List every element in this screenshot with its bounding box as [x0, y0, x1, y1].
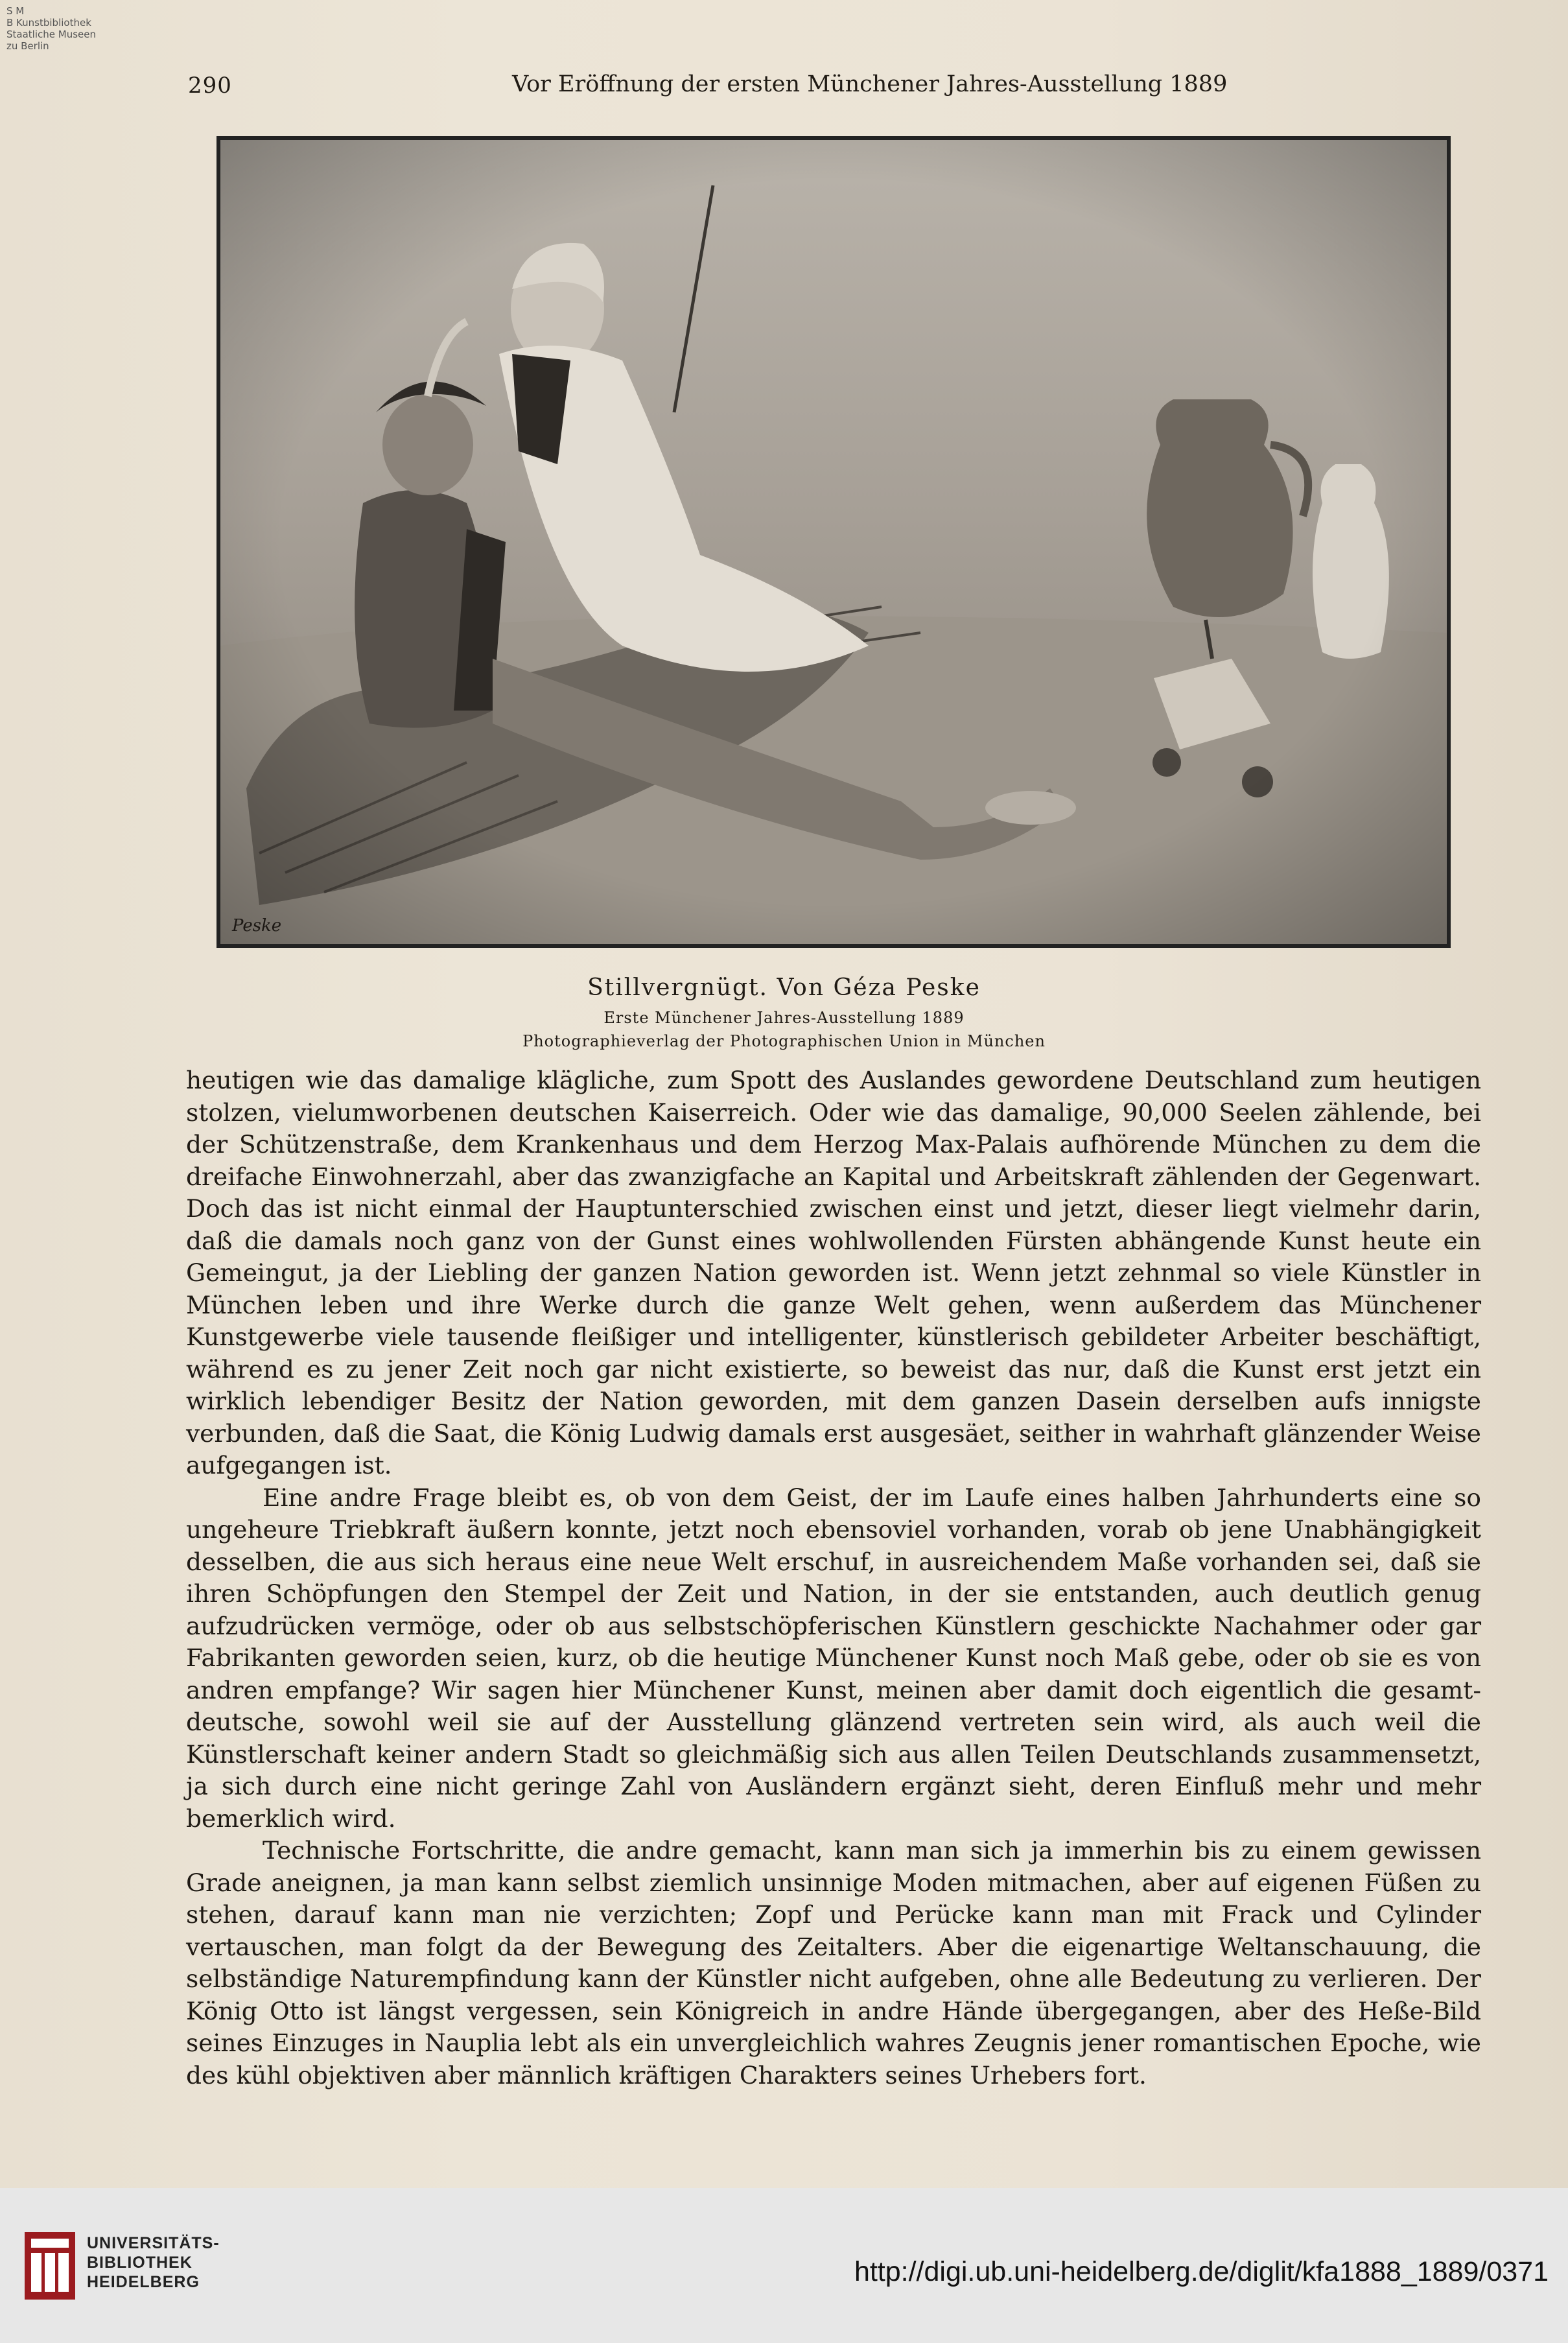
running-title: Vor Eröffnung der ersten Münchener Jahres-Ausstellung 1889: [512, 71, 1228, 97]
paragraph: Eine andre Frage bleibt es, ob von dem Geist, der im Laufe eines halben Jahrhunderts eine so ungeheure Triebkraft äußern konnte, jetzt noch ebensoviel vorhanden, vorab ob jene Unabhängigkeit desselben, die aus sich heraus eine neue Welt erschuf, in ausreichendem Maße vorhanden sei, daß sie ihren Schöpfungen den Stempel der Zeit und Nation, in der sie entstanden, auch deutlich genug aufzudrücken vermöge, oder ob aus selbstschöpferischen Künstlern geschickte Nachahmer oder gar Fabrikanten geworden seien, kurz, ob die heutige Münchener Kunst noch Maß gebe, oder ob sie es von andren empfange? Wir sagen hier Münchener Kunst, meinen aber damit doch eigentlich die gesamt-deutsche, sowohl weil sie auf der Ausstellung glänzend vertreten sein wird, als auch weil die Künstlerschaft keiner andern Stadt so gleichmäßig sich aus allen Teilen Deutschlands zusammensetzt, ja sich durch eine nicht geringe Zahl von Ausländern ergänzt sieht, deren Einfluß mehr und mehr bemerklich wird.: [186, 1483, 1481, 1833]
paragraph: Technische Fortschritte, die andre gemacht, kann man sich ja immerhin bis zu einem gewissen Grade aneignen, ja man kann selbst ziemlich unsinnige Moden mitmachen, aber auf eigenen Füßen zu stehen, darauf kann man nie verzichten; Zopf und Perücke kann man mit Frack und Cylinder vertauschen, man folgt da der Bewegung des Zeitalters. Aber die eigenartige Weltanschauung, die selbständige Naturempfindung kann der Künstler nicht aufgeben, ohne alle Bedeutung zu verlieren. Der König Otto ist längst vergessen, sein Königreich in andre Hände übergegangen, aber des Heße-Bild seines Einzuges in Nauplia lebt als ein unvergleichlich wahres Zeugnis jener romantischen Epoche, wie des kühl objektiven aber männlich kräftigen Charakters seines Urhebers fort.: [186, 1836, 1481, 2090]
page-number: 290: [188, 73, 232, 99]
plate-caption-publisher: Photographieverlag der Photographischen Union in München: [522, 1032, 1046, 1050]
painter-signature: Peske: [232, 916, 282, 936]
plate-caption-title: Stillvergnügt. Von Géza Peske: [587, 974, 981, 1001]
library-name-line: UNIVERSITÄTS-: [87, 2234, 220, 2252]
stamp-line: Staatliche Museen: [6, 29, 96, 40]
stamp-line: S M: [6, 5, 25, 17]
article-body: [186, 1065, 1481, 2091]
digitization-footer: [0, 2188, 1568, 2343]
library-name-line: HEIDELBERG: [87, 2273, 200, 2291]
library-name: [87, 2233, 220, 2292]
painting-image: [220, 140, 1447, 944]
university-library-logo-icon: [25, 2232, 75, 2300]
stamp-line: zu Berlin: [6, 40, 49, 52]
library-stamp: [6, 5, 130, 52]
plate-caption-exhibition: Erste Münchener Jahres-Ausstellung 1889: [603, 1009, 965, 1027]
stamp-line: B Kunstbibliothek: [6, 17, 91, 29]
library-name-line: BIBLIOTHEK: [87, 2254, 193, 2272]
painting-reproduction: [216, 136, 1451, 948]
paragraph: heutigen wie das damalige klägliche, zum Spott des Auslandes gewordene Deutschland zum heutigen stolzen, vielumworbenen deutschen Kaiserreich. Oder wie das damalige, 90,000 Seelen zählende, bei der Schützenstraße, dem Krankenhaus und dem Herzog Max-Palais aufhörende München zu dem die dreifache Einwohnerzahl, aber das zwanzigfache an Kapital und Arbeitskraft zählenden der Gegenwart. Doch das ist nicht einmal der Hauptunterschied zwischen einst und jetzt, dieser liegt vielmehr darin, daß die damals noch ganz von der Gunst eines wohlwollenden Fürsten abhängende Kunst heute ein Gemeingut, ja der Liebling der ganzen Nation geworden ist. Wenn jetzt zehnmal so viele Künstler in München leben und ihre Werke durch die ganze Welt gehen, wenn außerdem das Münchener Kunstgewerbe viele tausende fleißiger und intelligenter, künstlerisch gebildeter Arbeiter beschäftigt, während es zu jener Zeit noch gar nicht existierte, so beweist das nur, daß die Kunst erst jetzt ein wirklich lebendiger Besitz der Nation geworden, mit dem ganzen Dasein derselben aufs innigste verbunden, daß die Saat, die König Ludwig damals erst ausgesäet, seither in wahrhaft glänzender Weise aufgegangen ist.: [186, 1066, 1481, 1479]
permalink-url[interactable]: http://digi.ub.uni-heidelberg.de/diglit/kfa1888_1889/0371: [854, 2256, 1549, 2287]
